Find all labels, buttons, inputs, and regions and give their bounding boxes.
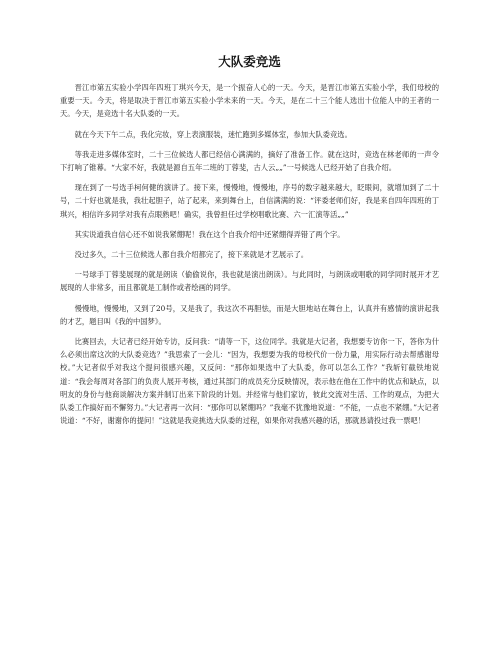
paragraph: 晋江市第五实验小学四年四班丁琪兴今天，是一个振奋人心的一天。今天，是晋江市第五实验小学，我们母校的重要一天。今天，将是取决于晋江市第五实验小学未来的一天。今天，是在二十三个能人选出十位能人中的王者的一天。今天，是竞选十名大队委的一天。 (60, 83, 439, 119)
document-body (60, 81, 439, 427)
paragraph: 比赛回去，大记者已经开始专访，反问我：“请等一下，这位同学。我就是大记者，我想要专访你一下，答你为什么必须出席这次的大队委竞选？”我思索了一会儿：“因为，我想要为我的母校代价一份力量，用实际行动去帮感谢母校。”大记者似乎对我这个提问很感兴趣，又反问：“那你如果选中了大队委，你可以怎么工作？”我斩钉截铁地说道：“我会每周对各部门的负责人展开考核，通过其部门的成员充分反映情况，表示他在他在工作中的优点和缺点，以明友的身份与他商谈解决方案并制订出来下阶段的计划。并经常与他们家访，彼此交流对生活、工作的观点，为把大队委工作搞好而不懈努力。”大记者再一次问：“那你可以紧绷吗？”我毫不犹豫地说道：“不能，一点也不紧绷。”大记者说道：“不好，谢谢你的提问！”这就是我竞挑选大队委的过程，如果你对我感兴趣的话，那就恳请投过我一票吧！ (60, 337, 439, 426)
paragraph: 现在到了一号选手柯何健的演讲了。接下来，慢慢地，慢慢地，序号的数字越来越大，眨眼间，就增加到了二十号，二十好也就是我，我壮起胆子，站了起来，来到舞台上，自信满满的说：“评委老师们好，我是来自四年四班的丁琪兴，相信许多同学对我有点眼熟吧！确实，我曾担任过学校唱歌比赛、六一汇演等活„„” (60, 183, 439, 219)
paragraph: 其实说道我自信心还不如说我紧绷呢！我在这个自我介绍中还紧绷得弄错了两个字。 (74, 229, 345, 239)
paragraph: 慢慢地，慢慢地，又到了20号，又是我了，我这次不再胆怯，而是大胆地站在舞台上，认真并有感情的演讲起我的才艺，题目叫《我的中国梦》。 (60, 303, 439, 326)
paragraph: 没过多久，二十三位候选人都自我介绍都完了，接下来就是才艺展示了。 (74, 250, 309, 260)
document-title: 大队委竞选 (218, 54, 281, 69)
paragraph: 一号球手丁蓉斐展现的就是朗读（偷偷说你，我也就是演出朗读）。与此同时，与朗读或唱歌的同学同时展开才艺展现的人非常多，而且都就是工制作或者绘画的同学。 (60, 270, 439, 293)
paragraph: 等我走进多媒体室时，二十三位候选人都已经信心满满的，摘好了准备工作。就在这时，竞选在林老师的一声令下打响了锥幕。“大家不好，我就是源自五年二班的丁蓉斐，古人云„„”一号候选人已经开始了自我介绍。 (60, 149, 439, 173)
paragraph: 就在今天下午二点，我化完妆，穿上表演服装，迷忙跑到多媒体室，参加大队委竞选。 (74, 129, 352, 139)
